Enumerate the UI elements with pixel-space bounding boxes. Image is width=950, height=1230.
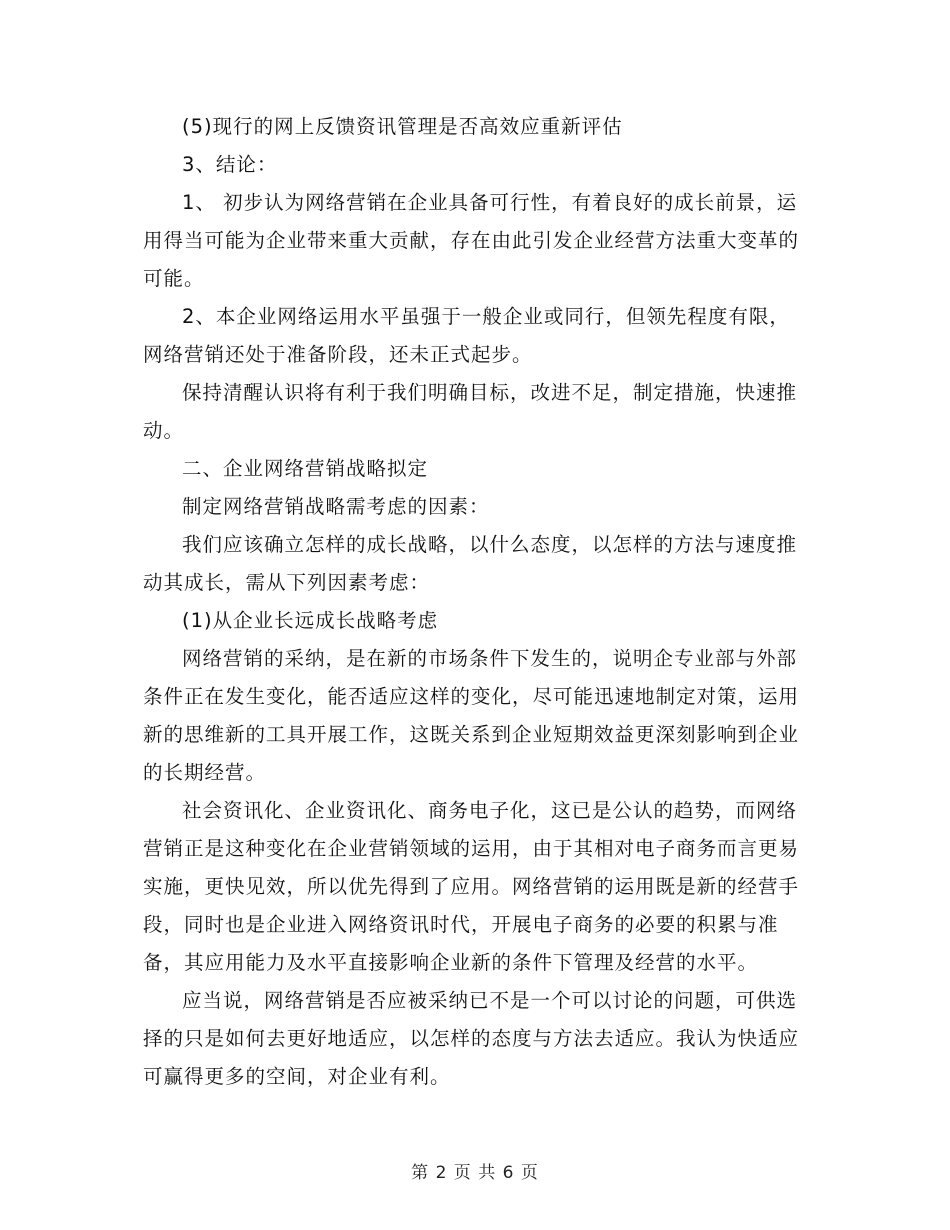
paragraph-evaluate-feedback: (5)现行的网上反馈资讯管理是否高效应重新评估	[182, 115, 623, 138]
paragraph-conclusion-1: 1、 初步认为网络营销在企业具备可行性，有着良好的成长前景，运用得当可能为企业带来重大贡献，存在由此引发企业经营方法重大变革的可能。	[143, 191, 800, 290]
paragraph-strategy-factors: 制定网络营销战略需考虑的因素：	[182, 495, 490, 518]
paragraph-clear-awareness: 保持清醒认识将有利于我们明确目标，改进不足，制定措施，快速推动。	[143, 381, 798, 442]
document-body	[143, 108, 803, 1096]
paragraph-adaptation: 应当说，网络营销是否应被采纳已不是一个可以讨论的问题，可供选择的只是如何去更好地适应，以怎样的态度与方法去适应。我认为快适应可赢得更多的空间，对企业有利。	[143, 989, 800, 1088]
page-number-footer: 第 2 页 共 6 页	[411, 1163, 539, 1183]
heading-conclusion: 3、结论：	[182, 153, 278, 176]
heading-long-term: (1)从企业长远成长战略考虑	[182, 609, 439, 632]
paragraph-informatization: 社会资讯化、企业资讯化、商务电子化，这已是公认的趋势，而网络营销正是这种变化在企业营销领域的运用，由于其相对电子商务而言更易实施，更快见效，所以优先得到了应用。网络营销的运用既是新的经营手段，同时也是企业进入网络资讯时代，开展电子商务的必要的积累与准备，其应用能力及水平直接影响企业新的条件下管理及经营的水平。	[143, 799, 800, 974]
paragraph-adoption: 网络营销的采纳，是在新的市场条件下发生的，说明企专业部与外部条件正在发生变化，能否适应这样的变化，尽可能迅速地制定对策，运用新的思维新的工具开展工作，这既关系到企业短期效益更深刻影响到企业的长期经营。	[143, 647, 800, 784]
heading-strategy: 二、企业网络营销战略拟定	[182, 457, 429, 480]
paragraph-conclusion-2: 2、本企业网络运用水平虽强于一般企业或同行，但领先程度有限，网络营销还处于准备阶段，还未正式起步。	[143, 305, 790, 366]
paragraph-growth-strategy: 我们应该确立怎样的成长战略，以什么态度，以怎样的方法与速度推动其成长，需从下列因素考虑：	[143, 533, 798, 594]
